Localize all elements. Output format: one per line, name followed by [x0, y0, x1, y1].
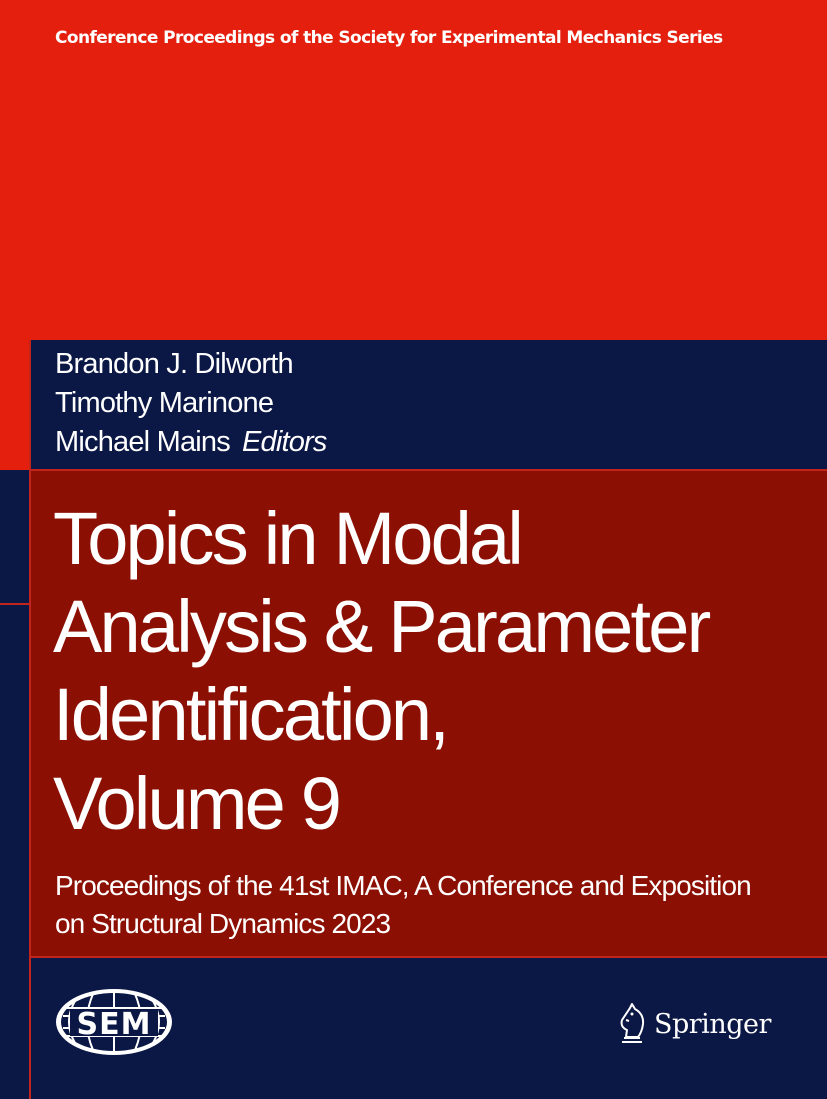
editor-name: Brandon J. Dilworth — [55, 348, 293, 380]
sem-logo-text: SEM — [76, 1007, 152, 1042]
cover-top-band — [0, 0, 827, 340]
book-title-line: Analysis & Parameter — [53, 585, 709, 668]
publisher-band — [31, 958, 827, 1099]
book-title-line: Volume 9 — [53, 762, 340, 845]
left-strip — [0, 340, 29, 470]
editor-name: Timothy Marinone — [55, 387, 274, 419]
editor-name: Michael Mains — [55, 426, 230, 458]
editor-line — [55, 426, 327, 459]
editors-role: Editors — [241, 426, 327, 458]
book-title-line: Topics in Modal — [53, 497, 522, 580]
left-strip-divider — [0, 603, 29, 605]
springer-logo-text: Springer — [654, 1009, 771, 1040]
subtitle-line: on Structural Dynamics 2023 — [55, 908, 391, 939]
subtitle-line: Proceedings of the 41st IMAC, A Conference and Exposition — [55, 870, 751, 901]
book-title-line: Identification, — [53, 673, 448, 756]
sem-logo — [53, 986, 175, 1058]
chess-knight-icon — [614, 1002, 650, 1048]
springer-logo — [614, 1002, 784, 1052]
title-band — [31, 471, 827, 956]
editors-band — [31, 340, 827, 469]
left-strip-navy — [0, 470, 29, 1099]
series-title: Conference Proceedings of the Society for Experimental Mechanics Series — [55, 28, 723, 48]
